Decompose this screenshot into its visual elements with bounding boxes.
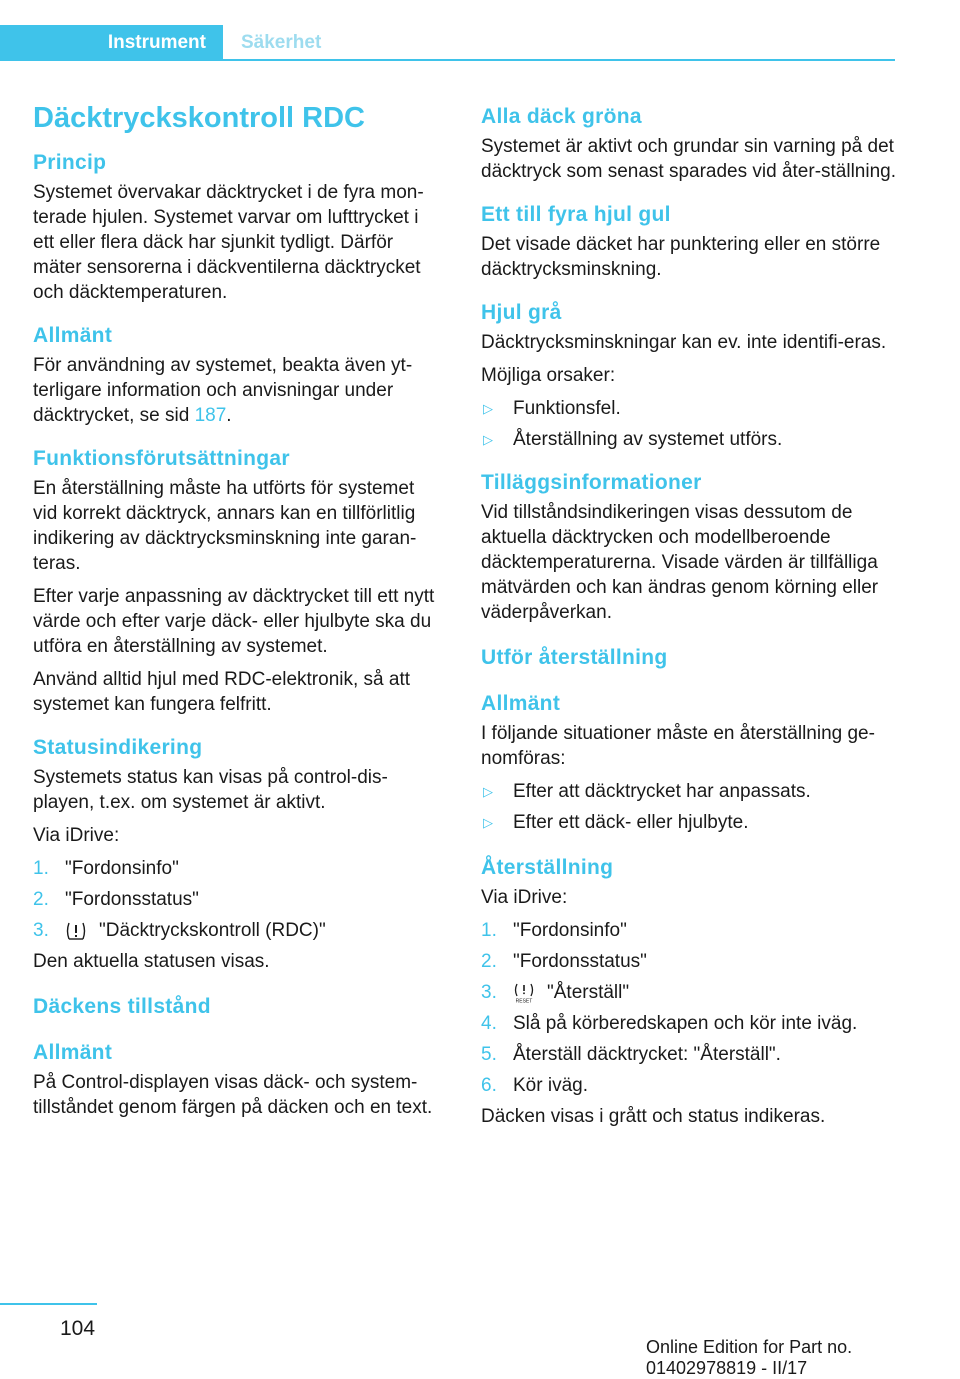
status-p1: Systemets status kan visas på control-dis-playen, t.ex. om systemet är aktivt. <box>33 767 388 813</box>
list-item <box>481 1042 896 1067</box>
heading-dackens-tillstand: Däckens tillstånd <box>33 995 211 1018</box>
aterstallning-steps <box>481 918 896 1098</box>
item-text: Efter ett däck- eller hjulbyte. <box>513 812 749 833</box>
item-text: Funktionsfel. <box>513 398 621 419</box>
step-number: 2. <box>33 889 49 910</box>
list-item <box>33 887 443 912</box>
aterstallning-after: Däcken visas i grått och status indikeras. <box>481 1106 826 1127</box>
utfor-list <box>481 779 896 835</box>
item-text: Återställning av systemet utförs. <box>513 429 783 450</box>
heading-princip: Princip <box>33 151 107 174</box>
aterstallning-via: Via iDrive: <box>481 887 568 908</box>
step-content <box>513 980 629 1005</box>
orsaker-list <box>481 396 896 452</box>
triangle-bullet-icon: ▷ <box>483 401 493 416</box>
step-number: 2. <box>481 951 497 972</box>
grona-text: Systemet är aktivt och grundar sin varning på det däcktryck som senast sparades vid åter-ställning. <box>481 136 897 182</box>
list-item <box>481 918 896 943</box>
allmant-text-after: . <box>226 405 232 426</box>
page-link-187[interactable]: 187 <box>194 405 227 426</box>
step-number: 1. <box>33 858 49 879</box>
page-number: 104 <box>60 1317 96 1340</box>
triangle-bullet-icon: ▷ <box>483 784 493 799</box>
funktion-p1: En återställning måste ha utförts för systemet vid korrekt däcktryck, annars kan en tillförlitlig indikering av däcktrycksminskning inte garan-teras. <box>33 478 417 574</box>
list-item <box>481 1011 896 1036</box>
heading-statusindikering: Statusindikering <box>33 736 203 759</box>
subheading-allmant-reset: Allmänt <box>481 692 561 715</box>
list-item <box>481 779 896 804</box>
heading-tillaggsinformationer: Tilläggsinformationer <box>481 471 702 494</box>
status-after: Den aktuella statusen visas. <box>33 951 270 972</box>
step-number: 5. <box>481 1044 497 1065</box>
section-tabs <box>0 25 895 62</box>
list-item <box>481 810 896 835</box>
step-number: 6. <box>481 1075 497 1096</box>
gra-orsaker: Möjliga orsaker: <box>481 365 616 386</box>
funktion-p2: Efter varje anpassning av däcktrycket till ett nytt värde och efter varje däck- eller hjulbyte ska du utföra en återställning av systemet. <box>33 586 435 657</box>
list-item <box>481 980 896 1005</box>
tillagg-text: Vid tillståndsindikeringen visas dessutom de aktuella däcktrycken och modellberoende däcktemperaturerna. Visade värden är tillfälliga mätvärden och kan ändras genom körning eller väderpåverkan. <box>481 502 879 623</box>
status-via: Via iDrive: <box>33 825 120 846</box>
list-item <box>481 396 896 421</box>
heading-aterstallning: Återställning <box>481 856 614 879</box>
step-number: 4. <box>481 1013 497 1034</box>
list-item <box>481 949 896 974</box>
triangle-bullet-icon: ▷ <box>483 432 493 447</box>
right-column <box>481 100 896 1137</box>
funktion-p3: Använd alltid hjul med RDC-elektronik, så att systemet kan fungera felfritt. <box>33 669 411 715</box>
step-text: Slå på körberedskapen och kör inte iväg. <box>513 1013 858 1034</box>
heading-allmant: Allmänt <box>33 324 113 347</box>
heading-alla-dack-grona: Alla däck gröna <box>481 105 642 128</box>
edition-note: Online Edition for Part no. 01402978819 - II/17 <box>646 1337 853 1378</box>
list-item <box>481 1073 896 1098</box>
subheading-allmant: Allmänt <box>33 1041 113 1064</box>
tire-reset-icon <box>513 983 535 1003</box>
heading-funktionsforutsattningar: Funktionsförutsättningar <box>33 447 290 470</box>
step-number: 1. <box>481 920 497 941</box>
step-text: Kör iväg. <box>513 1075 588 1096</box>
gra-text: Däcktrycksminskningar kan ev. inte identifi-eras. <box>481 332 887 353</box>
heading-utfor-aterstallning: Utför återställning <box>481 646 668 669</box>
heading-hjul-gra: Hjul grå <box>481 301 562 324</box>
tab-instrument[interactable]: Instrument <box>0 25 223 61</box>
step-number: 3. <box>33 920 49 941</box>
page-title: Däcktryckskontroll RDC <box>33 102 365 134</box>
allmant-text <box>33 353 443 428</box>
utfor-text: I följande situationer måste en återställning ge-nomföras: <box>481 723 875 769</box>
step-text: "Fordonsinfo" <box>65 858 179 879</box>
reset-label: RESET <box>515 998 533 1003</box>
list-item <box>33 918 443 943</box>
footer-rule <box>0 1303 97 1305</box>
item-text: Efter att däcktrycket har anpassats. <box>513 781 811 802</box>
tillstand-text: På Control-displayen visas däck- och system-tillståndet genom färgen på däcken och en text. <box>33 1072 433 1118</box>
left-column <box>33 100 443 1128</box>
list-item <box>481 427 896 452</box>
allmant-text-before: För användning av systemet, beakta även yt-terligare information och anvisningar under däcktrycket, se sid <box>33 355 413 426</box>
tab-sakerhet[interactable]: Säkerhet <box>241 32 322 53</box>
step-text: "Fordonsstatus" <box>513 951 647 972</box>
tab-underline <box>0 59 895 61</box>
gul-text: Det visade däcket har punktering eller en större däcktrycksminskning. <box>481 234 881 280</box>
step-content <box>65 918 326 943</box>
step-text: Återställ däcktrycket: "Återställ". <box>513 1044 781 1065</box>
step-text: "Återställ" <box>547 982 630 1003</box>
step-text: "Däcktryckskontroll (RDC)" <box>99 920 326 941</box>
tire-pressure-warning-icon <box>65 921 87 941</box>
step-number: 3. <box>481 982 497 1003</box>
status-steps <box>33 856 443 943</box>
heading-ett-till-fyra-hjul-gul: Ett till fyra hjul gul <box>481 203 671 226</box>
step-text: "Fordonsinfo" <box>513 920 627 941</box>
step-text: "Fordonsstatus" <box>65 889 199 910</box>
list-item <box>33 856 443 881</box>
princip-text: Systemet övervakar däcktrycket i de fyra mon-terade hjulen. Systemet varvar om lufttrycket i ett eller flera däck har sjunkit tydligt. Därför mäter sensorerna i däckventilerna däcktrycket och däcktemperaturen. <box>33 182 424 303</box>
triangle-bullet-icon: ▷ <box>483 815 493 830</box>
